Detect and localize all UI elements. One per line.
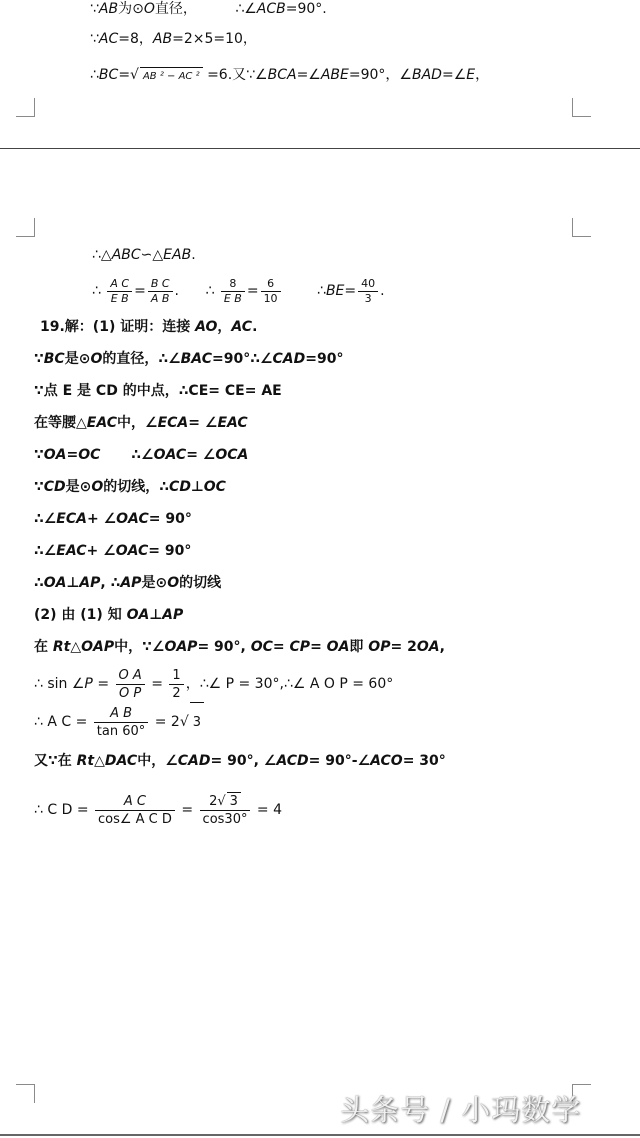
fraction: $\frac{\text{A C}}{\text{cos∠ A C D}}$: [95, 793, 175, 828]
sqrt-symbol: √: [179, 714, 189, 730]
sqrt-symbol: √: [217, 794, 226, 809]
bottom-edge: [0, 1134, 640, 1136]
page-corner-mark: [572, 98, 591, 117]
watermark: 头条号 / 小玛数学: [340, 1093, 582, 1127]
step-bc-diameter: ∵BC是⊙O的直径，∴∠BAC=90°∴∠CAD=90°: [34, 351, 344, 367]
page-corner-mark: [572, 218, 591, 237]
line-ab-diameter: ∵AB为⊙O直径， ∴∠ACB=90°.: [90, 1, 327, 17]
step-ac-value: ∴ A C = $\frac{\text{A B}}{\tan 60^\circ}$ = 2√ 3: [34, 702, 204, 743]
q19-heading: 19.解：(1) 证明：连接 AO，AC.: [40, 319, 258, 335]
fraction: $\frac{40}{3}$: [358, 277, 378, 306]
fraction: $\frac{6}{10}$: [261, 277, 281, 306]
fraction: $\frac{1}{2}$: [169, 667, 183, 702]
page-corner-mark: [16, 218, 35, 237]
fraction: $\frac{8}{\text{E B}}$: [221, 277, 245, 306]
page-corner-mark: [16, 1084, 35, 1103]
fraction: $\frac{\text{O A}}{\text{O P}}$: [116, 667, 145, 702]
line-ratio: ∴ $\frac{\text{A C}}{\text{E B}}$ = $\frac{\text{B C}}{\text{A B}}$ . ∴ $\frac{8}{\text{E B}}$ = $\frac{6}{10}$ ∴BE= $\frac{40}{3}$ .: [92, 276, 385, 305]
step-eac-oac: ∴∠EAC+ ∠OAC= 90°: [34, 543, 192, 559]
fraction: $\frac{\text{A C}}{\text{E B}}$: [107, 277, 132, 306]
step-cd-value: ∴ C D = $\frac{\text{A C}}{\text{cos∠ A C D}}$ = $\frac{2√ 3}{\cos 30^\circ}$ = 4: [34, 793, 283, 827]
sqrt-symbol: √: [130, 67, 139, 83]
step-rt-dac: 又∵在 Rt△DAC中，∠CAD= 90°, ∠ACD= 90°-∠ACO= 30°: [34, 753, 446, 769]
part2-heading: (2) 由 (1) 知 OA⊥AP: [34, 607, 184, 623]
fraction: $\frac{\text{A B}}{\tan 60^\circ}$: [94, 705, 148, 740]
step-sin-p: ∴ sin ∠P = $\frac{\text{O A}}{\text{O P}}$ = $\frac{1}{2}$ ，∴∠ P = 30°,∴∠ A O P = 60°: [34, 667, 394, 701]
step-rt-oap: 在 Rt△OAP中，∵∠OAP= 90°, OC= CP= OA即 OP= 2OA,: [34, 639, 445, 655]
page-separator: [0, 148, 640, 149]
step-isosceles: 在等腰△EAC中，∠ECA= ∠EAC: [34, 415, 248, 431]
fraction: $\frac{\text{B C}}{\text{A B}}$: [148, 277, 173, 306]
step-tangent: ∵CD是⊙O的切线，∴CD⊥OC: [34, 479, 226, 495]
step-midpoint: ∵点 E 是 CD 的中点，∴CE= CE= AE: [34, 383, 282, 399]
step-ap-tangent: ∴OA⊥AP, ∴AP是⊙O的切线: [34, 575, 222, 591]
line-similar-triangles: ∴△ABC∽△EAB.: [92, 247, 196, 263]
step-eca-oac: ∴∠ECA+ ∠OAC= 90°: [34, 511, 192, 527]
line-bc-sqrt: ∴BC=√ AB ² − AC ² =6.又∵∠BCA=∠ABE=90°，∠BAD=∠E，: [90, 66, 489, 86]
fraction: $\frac{2√ 3}{\cos 30^\circ}$: [200, 792, 251, 828]
page-corner-mark: [16, 98, 35, 117]
step-oa-oc: ∵OA=OC ∴∠OAC= ∠OCA: [34, 447, 249, 463]
line-ac-ab-values: ∵AC=8，AB=2×5=10，: [90, 31, 257, 47]
